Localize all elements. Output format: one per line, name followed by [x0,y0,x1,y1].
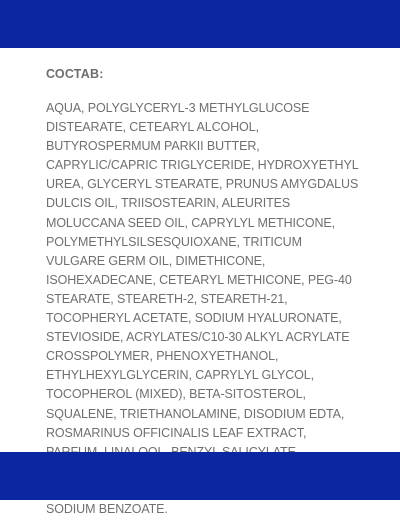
ingredient-line: CROSSPOLYMER, PHENOXYETHANOL, [46,349,279,364]
ingredient-line: DULCIS OIL, TRIISOSTEARIN, ALEURITES [46,196,291,211]
bottom-blue-band [0,452,400,500]
ingredient-line: VULGARE GERM OIL, DIMETHICONE, [46,253,266,268]
ingredients-panel [46,65,366,519]
composition-heading: СОСТАВ: [46,67,104,81]
ingredient-line: AQUA, POLYGLYCERYL-3 METHYLGLUCOSE [46,101,310,115]
ingredient-line: POLYMETHYLSILSESQUIOXANE, TRITICUM [46,234,302,249]
ingredient-line: BUTYROSPERMUM PARKII BUTTER, [46,139,260,154]
ingredient-line: CAPRYLIC/CAPRIC TRIGLYCERIDE, HYDROXYETHYL [46,158,359,173]
ingredient-line: STEARATE, STEARETH-2, STEARETH-21, [46,291,288,306]
ingredient-line: STEVIOSIDE, ACRYLATES/C10-30 ALKYL ACRYLATE [46,330,350,345]
top-blue-band [0,0,400,48]
ingredient-line: ROSMARINUS OFFICINALIS LEAF EXTRACT, [46,425,307,440]
ingredient-line: SQUALENE, TRIETHANOLAMINE, DISODIUM EDTA, [46,406,345,421]
ingredient-line: DISTEARATE, CETEARYL ALCOHOL, [46,120,259,135]
ingredient-line: TOCOPHERYL ACETATE, SODIUM HYALURONATE, [46,311,342,326]
ingredient-line: SODIUM BENZOATE. [46,501,168,516]
ingredient-line: UREA, GLYCERYL STEARATE, PRUNUS AMYGDALUS [46,177,359,192]
ingredient-line: ETHYLHEXYLGLYCERIN, CAPRYLYL GLYCOL, [46,368,315,383]
ingredient-line: ISOHEXADECANE, CETEARYL METHICONE, PEG-40 [46,272,352,287]
ingredient-line: MOLUCCANA SEED OIL, CAPRYLYL METHICONE, [46,215,335,230]
ingredient-line: TOCOPHEROL (MIXED), BETA-SITOSTEROL, [46,387,306,402]
